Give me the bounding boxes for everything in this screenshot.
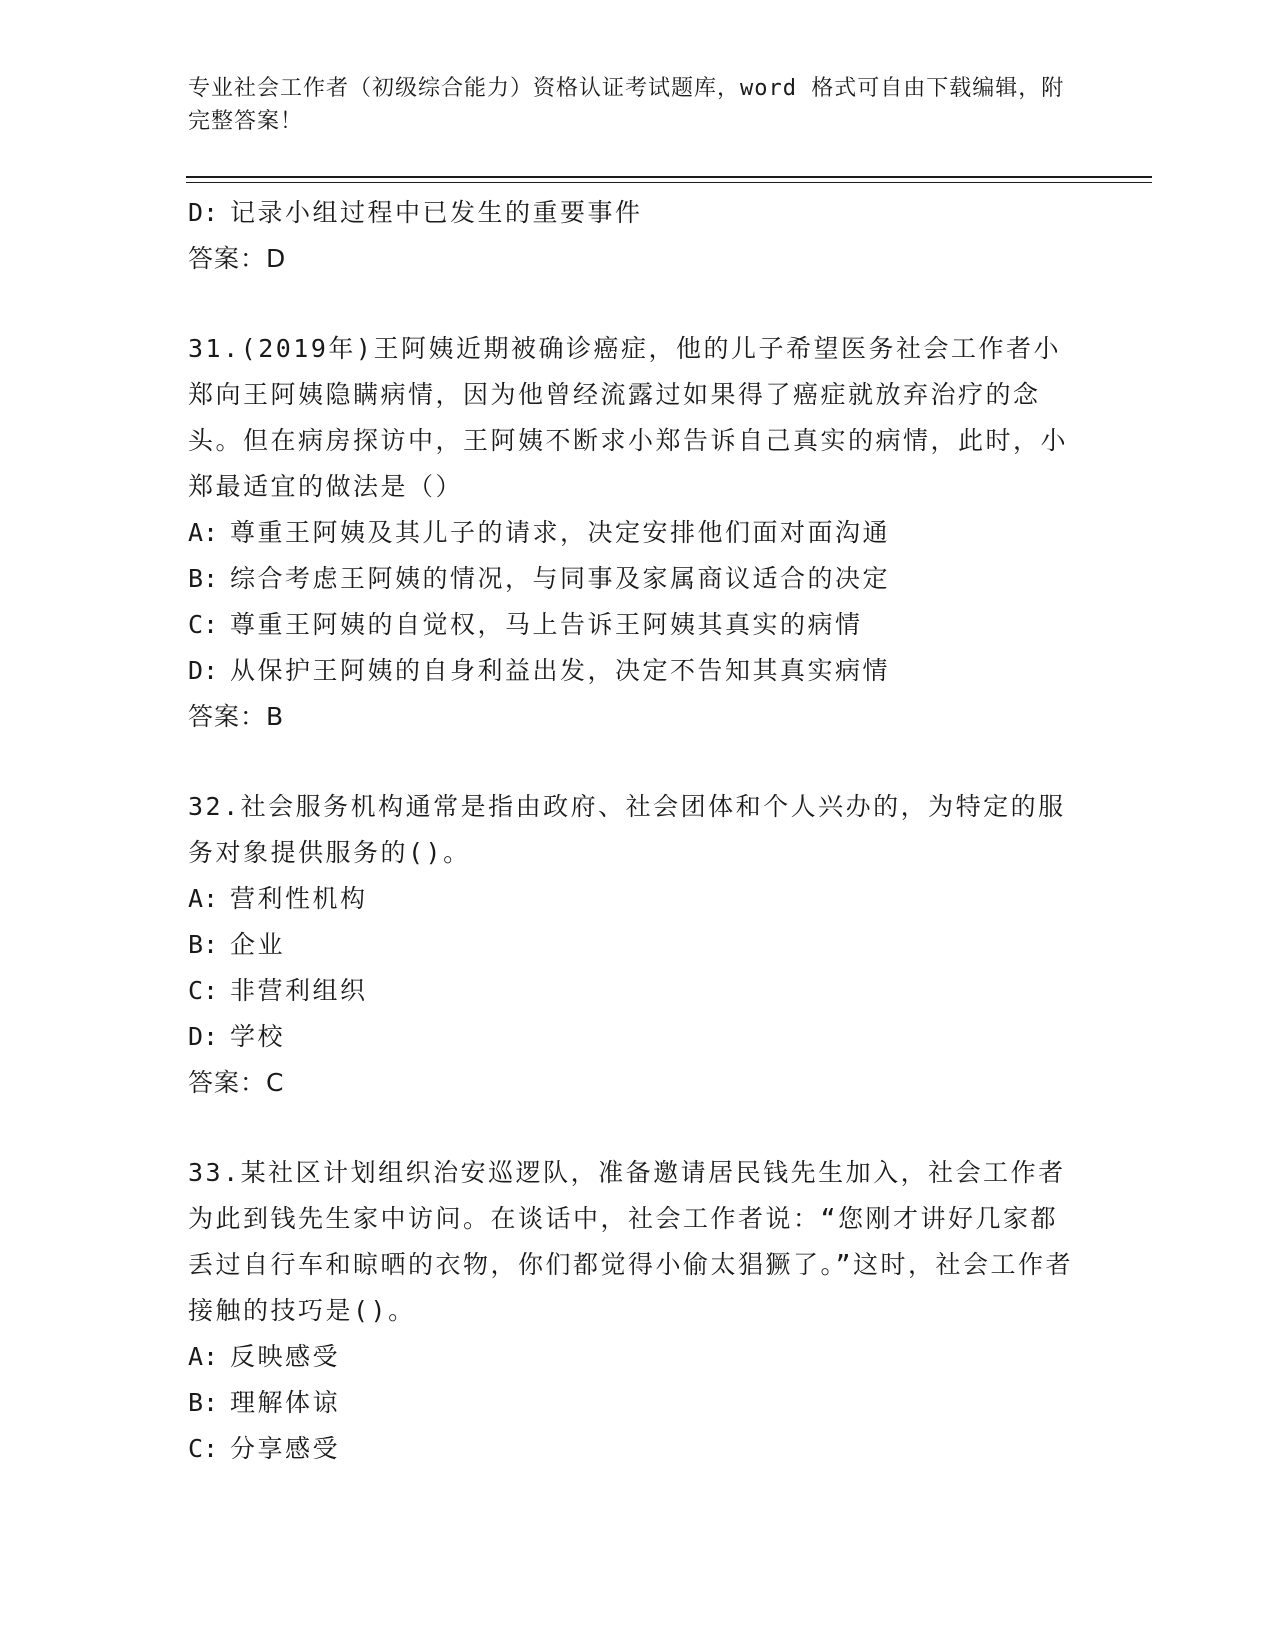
option-line	[188, 968, 1088, 1014]
option-text: 从保护王阿姨的自身利益出发，决定不告知其真实病情	[230, 656, 891, 685]
answer-line: 答案：C	[188, 1068, 285, 1097]
option-line	[188, 556, 1088, 602]
option-text: 综合考虑王阿姨的情况，与同事及家属商议适合的决定	[230, 564, 891, 593]
option-key: D:	[188, 198, 219, 227]
option-text: 分享感受	[230, 1434, 341, 1463]
header-divider-thick	[186, 176, 1152, 178]
option-key: A:	[188, 884, 219, 913]
option-line	[188, 1334, 1088, 1380]
option-line	[188, 648, 1088, 694]
option-line	[188, 510, 1088, 556]
option-key: B:	[188, 1388, 219, 1417]
question-text: 32.社会服务机构通常是指由政府、社会团体和个人兴办的，为特定的服务对象提供服务的()。	[188, 792, 1066, 867]
option-key: C:	[188, 976, 219, 1005]
option-text: 记录小组过程中已发生的重要事件	[230, 198, 643, 227]
question-text: 31.(2019年)王阿姨近期被确诊癌症，他的儿子希望医务社会工作者小郑向王阿姨隐瞒病情，因为他曾经流露过如果得了癌症就放弃治疗的念头。但在病房探访中，王阿姨不断求小郑告诉自己真实的病情，此时，小郑最适宜的做法是（）	[188, 334, 1069, 501]
option-key: A:	[188, 1342, 219, 1371]
option-line	[188, 922, 1088, 968]
answer-line: 答案：D	[188, 244, 287, 273]
option-key: C:	[188, 610, 219, 639]
option-key: D:	[188, 1022, 219, 1051]
option-key: C:	[188, 1434, 219, 1463]
option-text: 非营利组织	[230, 976, 368, 1005]
option-text: 营利性机构	[230, 884, 368, 913]
question-content	[188, 190, 1088, 1472]
option-line	[188, 1380, 1088, 1426]
option-key: B:	[188, 564, 219, 593]
option-line	[188, 602, 1088, 648]
option-line	[188, 1426, 1088, 1472]
answer-line: 答案：B	[188, 702, 285, 731]
option-text: 理解体谅	[230, 1388, 341, 1417]
option-text: 反映感受	[230, 1342, 341, 1371]
option-line	[188, 190, 1088, 236]
option-line	[188, 876, 1088, 922]
option-text: 尊重王阿姨及其儿子的请求，决定安排他们面对面沟通	[230, 518, 891, 547]
header-divider-thin	[186, 182, 1152, 183]
option-line	[188, 1014, 1088, 1060]
option-text: 尊重王阿姨的自觉权，马上告诉王阿姨其真实的病情	[230, 610, 863, 639]
question-text: 33.某社区计划组织治安巡逻队，准备邀请居民钱先生加入，社会工作者为此到钱先生家中访问。在谈话中，社会工作者说：“您刚才讲好几家都丢过自行车和晾晒的衣物，你们都觉得小偷太猖獗了。”这时，社会工作者接触的技巧是()。	[188, 1158, 1074, 1325]
option-text: 企业	[230, 930, 286, 959]
option-text: 学校	[230, 1022, 286, 1051]
page-header: 专业社会工作者（初级综合能力）资格认证考试题库，word 格式可自由下载编辑，附完整答案！	[188, 76, 1065, 134]
option-key: B:	[188, 930, 219, 959]
option-key: A:	[188, 518, 219, 547]
option-key: D:	[188, 656, 219, 685]
